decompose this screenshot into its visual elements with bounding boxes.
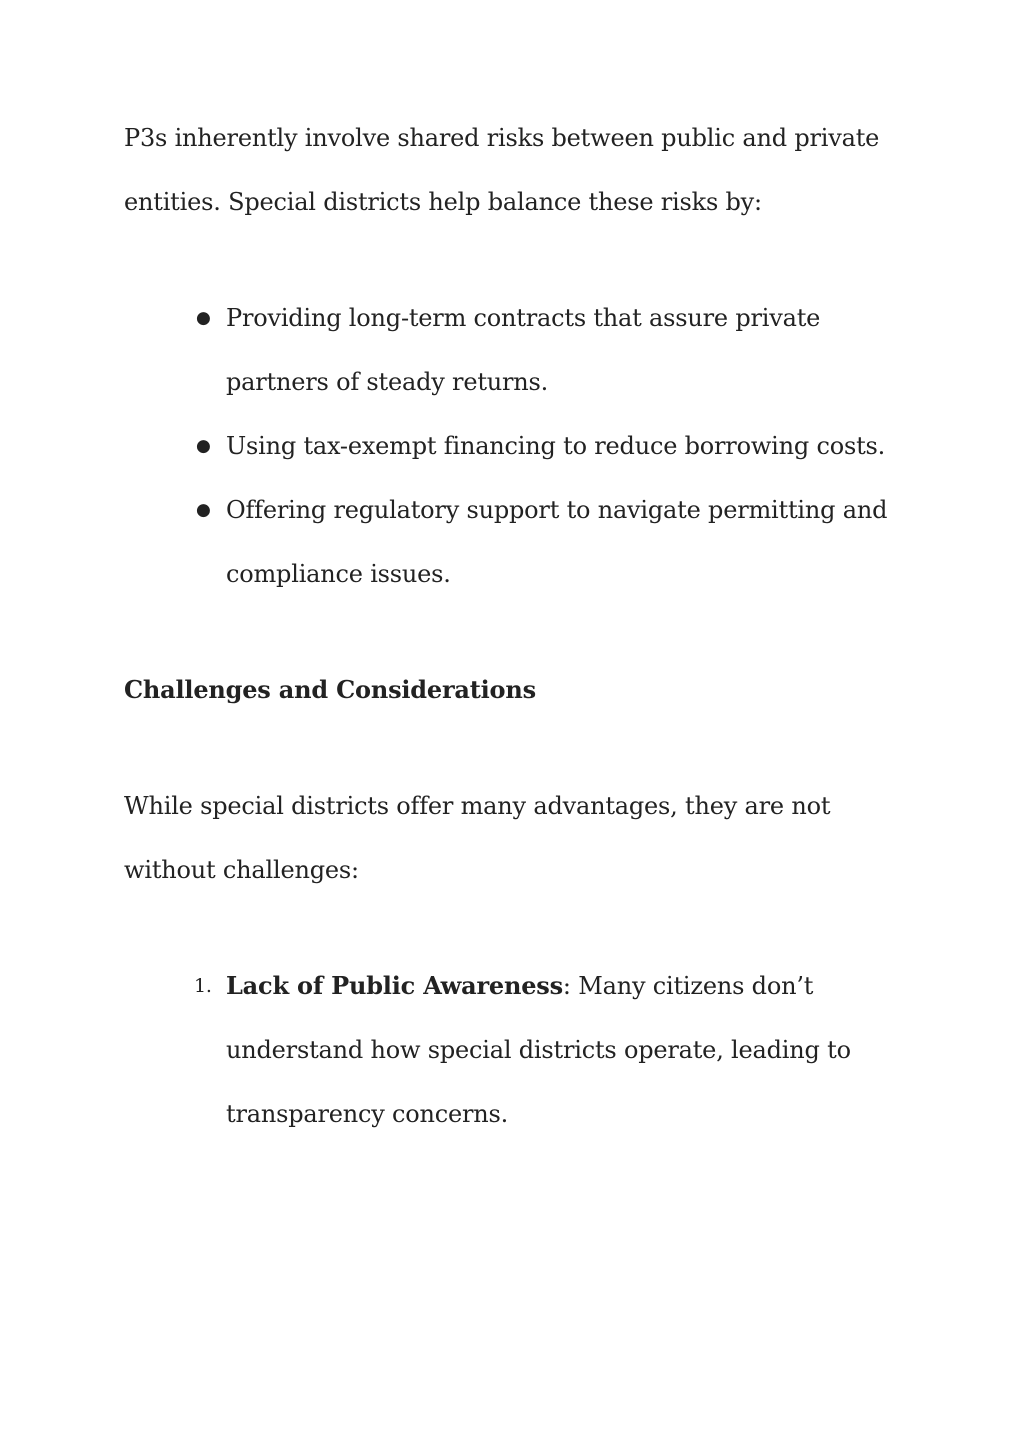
document-page — [124, 106, 914, 1146]
section-heading: Challenges and Considerations — [124, 675, 536, 704]
term-separator: : — [562, 972, 571, 1000]
challenge-term: Lack of Public Awareness — [226, 971, 563, 1000]
challenge-description: Many citizens don’t understand how special districts operate, leading to transparency concerns. — [226, 972, 851, 1128]
challenges-list — [124, 954, 914, 1146]
intro-paragraph: P3s inherently involve shared risks between public and private entities. Special districts help balance these risks by: — [124, 124, 880, 216]
list-item — [124, 954, 914, 1146]
list-item: ● Using tax-exempt financing to reduce borrowing costs. — [124, 414, 914, 478]
list-item: ● Offering regulatory support to navigate permitting and compliance issues. — [124, 478, 914, 606]
section-intro-paragraph: While special districts offer many advantages, they are not without challenges: — [124, 792, 831, 884]
list-item: ● Providing long-term contracts that assure private partners of steady returns. — [124, 286, 914, 414]
risk-balance-list — [124, 286, 914, 606]
list-item-number: 1. — [194, 975, 212, 997]
